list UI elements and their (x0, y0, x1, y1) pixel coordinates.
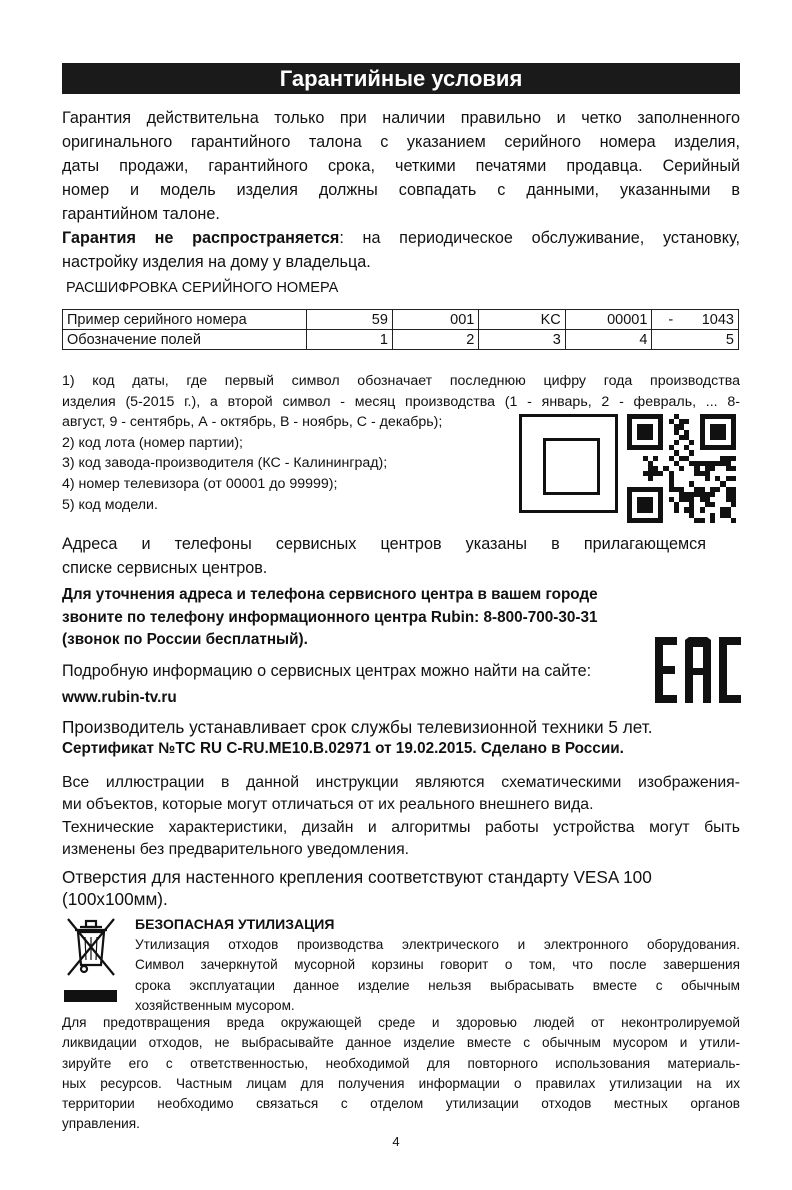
page-number: 4 (392, 1134, 400, 1149)
double-square-icon (519, 414, 618, 513)
service-text (62, 532, 706, 580)
serial-table (62, 309, 739, 350)
illustrations-line: ми объектов, которые могут отличаться от их реального внешнего вида. (62, 796, 594, 814)
decode-line: 3) код завода-производителя (КС - Калининград); (62, 455, 388, 472)
disposal-p-line: ликвидации отходов, не выбрасывайте данное изделие вместе с обычным мусором и утили- (62, 1035, 740, 1051)
disposal-p-line: зируйте его с ответственностью, необходимой для повторного использования материаль- (62, 1055, 740, 1071)
disposal-heading: БЕЗОПАСНАЯ УТИЛИЗАЦИЯ (135, 916, 335, 932)
model-code: 1043 (701, 311, 734, 328)
crossed-bin-icon (62, 915, 120, 1005)
warranty-line: номер и модель изделия должны совпадать с данными, указанными в (62, 181, 740, 199)
table-row (63, 330, 739, 350)
not-covered-label: Гарантия не распространяется (62, 229, 340, 247)
disposal-line: Символ зачеркнутой мусорной корзины говорит о том, что после завершения (135, 957, 740, 973)
disposal-paragraph (62, 1013, 740, 1135)
lifetime-text: Производитель устанавливает срок службы телевизионной техники 5 лет. (62, 717, 653, 737)
table-cell: 5 (652, 330, 739, 350)
table-cell: 1 (306, 330, 392, 350)
warranty-line: даты продажи, гарантийного срока, четкими печатями продавца. Серийный (62, 157, 740, 175)
table-cell: 3 (479, 330, 565, 350)
table-row (63, 310, 739, 330)
vesa-text (62, 866, 652, 910)
qr-code-icon (627, 414, 737, 524)
serial-heading: РАСШИФРОВКА СЕРИЙНОГО НОМЕРА (66, 280, 339, 296)
disposal-p-line: ных ресурсов. Частным лицам для получения информации о правилах утилизации на их (62, 1075, 740, 1091)
disposal-p-line: Для предотвращения вреда окружающей среде и здоровью людей от неконтролируемой (62, 1015, 740, 1030)
illustrations-text (62, 772, 740, 861)
warranty-line: гарантийном талоне. (62, 205, 220, 223)
table-cell (652, 310, 739, 330)
not-covered-rest: : на периодическое обслуживание, установку, (339, 229, 741, 247)
decode-line: 2) код лота (номер партии); (62, 434, 244, 451)
vesa-line: Отверстия для настенного крепления соответствуют стандарту VESA 100 (62, 867, 652, 887)
hotline-line: Для уточнения адреса и телефона сервисного центра в вашем городе (62, 586, 598, 603)
decode-line: август, 9 - сентябрь, А - октябрь, В - ноябрь, С - декабрь); (62, 414, 443, 431)
qr-module (731, 518, 736, 523)
hotline-text (62, 584, 702, 652)
disposal-text (135, 935, 740, 1016)
disposal-line: Утилизация отходов производства электрического и электронного оборудования. (135, 937, 740, 952)
dash-sep: - (668, 311, 674, 328)
disposal-line: хозяйственным мусором. (135, 997, 295, 1013)
eac-logo (655, 637, 741, 703)
decode-line: изделия (5-2015 г.), а второй символ - месяц производства (1 - январь, 2 - февраль, ... 8- (62, 393, 740, 410)
warranty-line: Гарантия действительна только при наличии правильно и четко заполненного (62, 109, 740, 127)
hotline-line: (звонок по России бесплатный). (62, 631, 308, 648)
not-covered-line-2: настройку изделия на дому у владельца. (62, 253, 371, 271)
illustrations-line: Технические характеристики, дизайн и алгоритмы работы устройства могут быть (62, 818, 740, 836)
table-cell: 2 (392, 330, 478, 350)
table-cell: 001 (392, 310, 478, 330)
vesa-line: (100х100мм). (62, 889, 168, 909)
table-cell: 4 (565, 330, 652, 350)
disposal-line: срока эксплуатации данное изделие нельзя выбрасывать вместе с обычным (135, 977, 740, 993)
illustrations-line: Все иллюстрации в данной инструкции являются схематическими изображения- (62, 774, 740, 791)
certificate-text: Сертификат №ТС RU C-RU.ME10.B.02971 от 19.02.2015. Сделано в России. (62, 740, 624, 757)
illustrations-line: изменены без предварительного уведомления. (62, 840, 410, 858)
site-text: Подробную информацию о сервисных центрах можно найти на сайте: (62, 662, 592, 680)
table-cell: 59 (306, 310, 392, 330)
service-line: списке сервисных центров. (62, 559, 268, 577)
decode-line: 5) код модели. (62, 496, 158, 513)
table-cell: Пример серийного номера (63, 310, 307, 330)
not-covered-line (62, 226, 740, 250)
table-cell: 00001 (565, 310, 652, 330)
decode-line: 1) код даты, где первый символ обозначает последнюю цифру года производства (62, 373, 740, 389)
warranty-text (62, 106, 740, 274)
hotline-line: звоните по телефону информационного центра Rubin: 8-800-700-30-31 (62, 608, 598, 626)
service-line: Адреса и телефоны сервисных центров указаны в прилагающемся (62, 535, 706, 553)
warranty-line: оригинального гарантийного талона с указанием серийного номера изделия, (62, 133, 740, 151)
page-title: Гарантийные условия (62, 63, 740, 94)
decode-line: 4) номер телевизора (от 00001 до 99999); (62, 475, 338, 492)
disposal-p-line: территории необходимо связаться с отделом утилизации отходов местных органов (62, 1096, 740, 1112)
site-url[interactable]: www.rubin-tv.ru (62, 689, 177, 706)
table-cell: Обозначение полей (63, 330, 307, 350)
table-cell: KC (479, 310, 565, 330)
disposal-p-line: управления. (62, 1116, 140, 1132)
